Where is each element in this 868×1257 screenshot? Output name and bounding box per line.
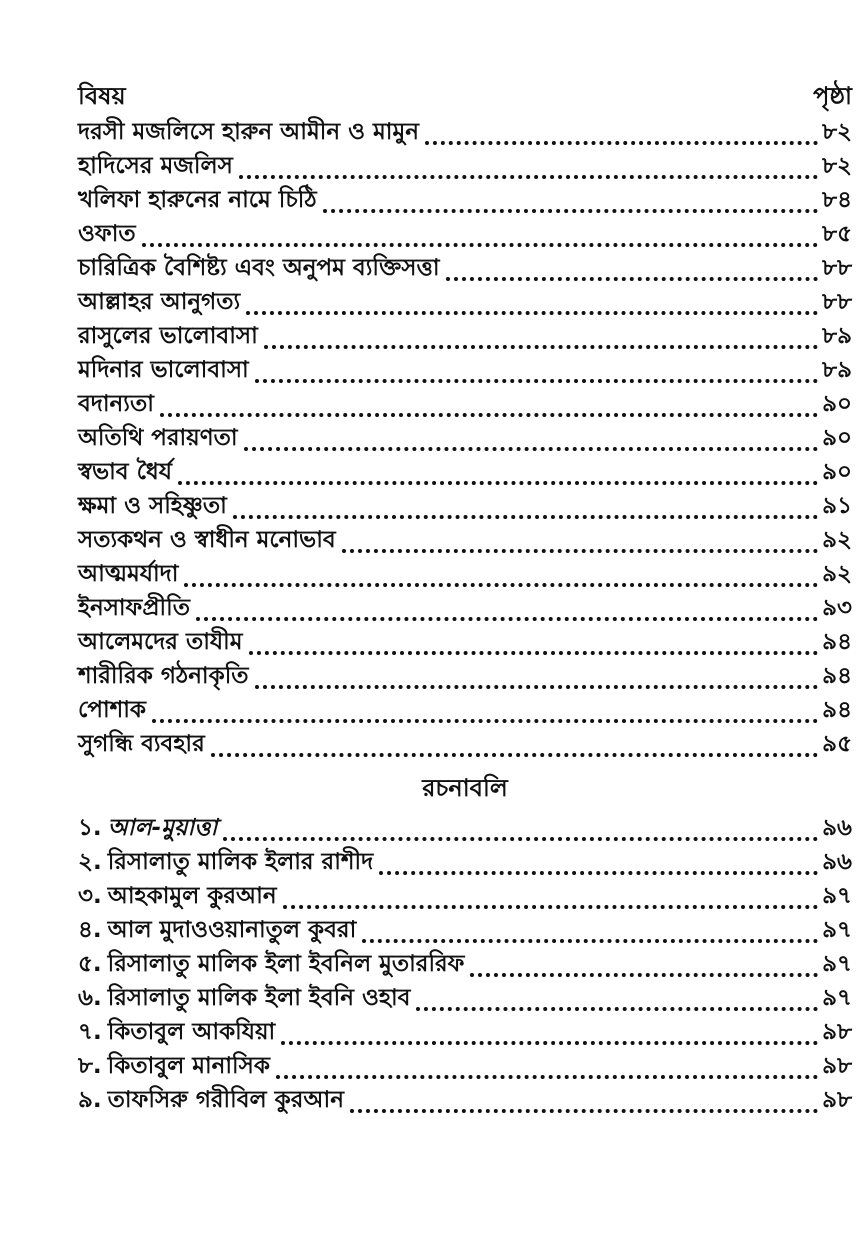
dot-leader	[246, 311, 818, 315]
toc-entry-title: সত্যকথন ও স্বাধীন মনোভাব	[78, 527, 336, 553]
dot-leader	[160, 413, 818, 417]
toc-entry-title: সুগন্ধি ব্যবহার	[78, 731, 205, 757]
works-entry-page: ৯৭	[822, 883, 852, 909]
works-entry-title: কিতাবুল মানাসিক	[107, 1053, 270, 1079]
dot-leader	[233, 515, 818, 519]
dot-leader	[239, 175, 818, 179]
toc-entry-title: শারীরিক গঠনাকৃতি	[78, 663, 249, 689]
toc-entry-page: ৮৪	[822, 187, 852, 213]
page-column-label: পৃষ্ঠা	[813, 82, 852, 110]
dot-leader	[323, 209, 819, 213]
toc-entry-title: পোশাক	[78, 697, 146, 723]
toc-entry-page: ৯৪	[822, 629, 852, 655]
works-entry-title: রিসালাতু মালিক ইলা ইবনিল মুতাররিফ	[107, 951, 465, 977]
works-entry-title: কিতাবুল আকযিয়া	[107, 1019, 276, 1045]
toc-entry-page: ৯৪	[822, 663, 852, 689]
toc-entry-title: রাসুলের ভালোবাসা	[78, 323, 258, 349]
works-entry-title: তাফসিরু গরীবিল কুরআন	[107, 1087, 344, 1113]
works-entry-page: ৯৭	[822, 951, 852, 977]
toc-entry-page: ৯৩	[822, 595, 852, 621]
dot-leader	[196, 617, 818, 621]
toc-entry-title: স্বভাব ধৈর্য	[78, 459, 173, 485]
works-entry-number: ৩.	[78, 883, 102, 909]
dot-leader	[379, 871, 818, 875]
toc-entry-title: ইনসাফপ্রীতি	[78, 595, 190, 621]
dot-leader	[255, 685, 819, 689]
toc-entry-title: দরসী মজলিসে হারুন আমীন ও মামুন	[78, 119, 419, 145]
works-entry-number: ৭.	[78, 1019, 102, 1045]
toc-entry-page: ৯২	[822, 527, 852, 553]
works-list	[78, 814, 852, 1120]
works-entry-page: ৯৭	[822, 985, 852, 1011]
toc-entry-page: ৯২	[822, 561, 852, 587]
toc-entry-title: মদিনার ভালোবাসা	[78, 357, 249, 383]
toc-entry-page: ৯০	[822, 425, 852, 451]
works-entry-number: ৮.	[78, 1053, 102, 1079]
toc-entry-page: ৮২	[822, 119, 852, 145]
toc-entry-page: ৯৪	[822, 697, 852, 723]
toc-entry[interactable]	[78, 186, 852, 220]
dot-leader	[211, 753, 818, 757]
dot-leader	[446, 277, 819, 281]
works-entry-number: ২.	[78, 849, 102, 875]
dot-leader	[362, 939, 818, 943]
toc-entry-title: ওফাত	[78, 221, 136, 247]
dot-leader	[342, 549, 818, 553]
toc-entry-page: ৮৫	[822, 221, 852, 247]
dot-leader	[350, 1109, 818, 1113]
works-entry-page: ৯৭	[822, 917, 852, 943]
works-entry-page: ৯৮	[822, 1087, 852, 1113]
works-entry-title: আল মুদাওওয়ানাতুল কুবরা	[107, 917, 357, 943]
toc-entry[interactable]	[78, 526, 852, 560]
works-entry-page: ৯৮	[822, 1019, 852, 1045]
toc-list	[78, 118, 852, 764]
toc-page	[78, 84, 852, 1120]
dot-leader	[425, 141, 818, 145]
toc-entry-page: ৮৮	[822, 289, 852, 315]
dot-leader	[281, 1041, 818, 1045]
dot-leader	[249, 651, 819, 655]
dot-leader	[223, 837, 818, 841]
toc-entry-title: আলেমদের তাযীম	[78, 629, 243, 655]
dot-leader	[184, 583, 818, 587]
toc-entry-page: ৯০	[822, 459, 852, 485]
dot-leader	[276, 1075, 818, 1079]
toc-entry-page: ৮২	[822, 153, 852, 179]
works-entry-title: আহকামুল কুরআন	[107, 883, 277, 909]
works-entry[interactable]	[78, 1086, 852, 1120]
works-entry-number: ৯.	[78, 1087, 102, 1113]
works-entry-page: ৯৮	[822, 1053, 852, 1079]
dot-leader	[255, 379, 818, 383]
toc-entry-page: ৮৯	[822, 323, 852, 349]
toc-entry[interactable]	[78, 560, 852, 594]
dot-leader	[244, 447, 819, 451]
dot-leader	[142, 243, 818, 247]
toc-entry-page: ৯০	[822, 391, 852, 417]
toc-entry-title: অতিথি পরায়ণতা	[78, 425, 238, 451]
toc-entry-title: ক্ষমা ও সহিষ্ণুতা	[78, 493, 227, 519]
works-entry-title: রিসালাতু মালিক ইলা ইবনি ওহাব	[107, 985, 411, 1011]
toc-entry-title: আল্লাহর আনুগত্য	[78, 289, 241, 315]
toc-entry[interactable]	[78, 424, 852, 458]
dot-leader	[152, 719, 818, 723]
works-entry-title: আল-মুয়াত্তা	[107, 815, 218, 841]
toc-entry-page: ৯১	[822, 493, 852, 519]
toc-entry-page: ৮৯	[822, 357, 852, 383]
works-entry-title: রিসালাতু মালিক ইলার রাশীদ	[107, 849, 374, 875]
dot-leader	[283, 905, 819, 909]
works-entry-page: ৯৬	[822, 849, 852, 875]
works-entry-page: ৯৬	[822, 815, 852, 841]
works-section-heading: রচনাবলি	[422, 774, 508, 802]
toc-entry[interactable]	[78, 730, 852, 764]
works-entry-number: ৪.	[78, 917, 102, 943]
toc-entry-title: আত্মমর্যাদা	[78, 561, 179, 587]
toc-entry[interactable]	[78, 356, 852, 390]
dot-leader	[416, 1007, 818, 1011]
toc-entry-title: খলিফা হারুনের নামে চিঠি	[78, 187, 317, 213]
toc-entry-title: হাদিসের মজলিস	[78, 153, 233, 179]
toc-entry[interactable]	[78, 662, 852, 696]
toc-entry-title: বদান্যতা	[78, 391, 154, 417]
works-entry-number: ৬.	[78, 985, 102, 1011]
dot-leader	[178, 481, 818, 485]
toc-entry-title: চারিত্রিক বৈশিষ্ট্য এবং অনুপম ব্যক্তিসত্তা	[78, 255, 440, 281]
dot-leader	[470, 973, 818, 977]
subject-column-label: বিষয়	[78, 82, 126, 110]
toc-entry-page: ৮৮	[822, 255, 852, 281]
dot-leader	[264, 345, 818, 349]
works-entry-number: ৫.	[78, 951, 102, 977]
toc-entry-page: ৯৫	[822, 731, 852, 757]
works-entry-number: ১.	[78, 815, 102, 841]
